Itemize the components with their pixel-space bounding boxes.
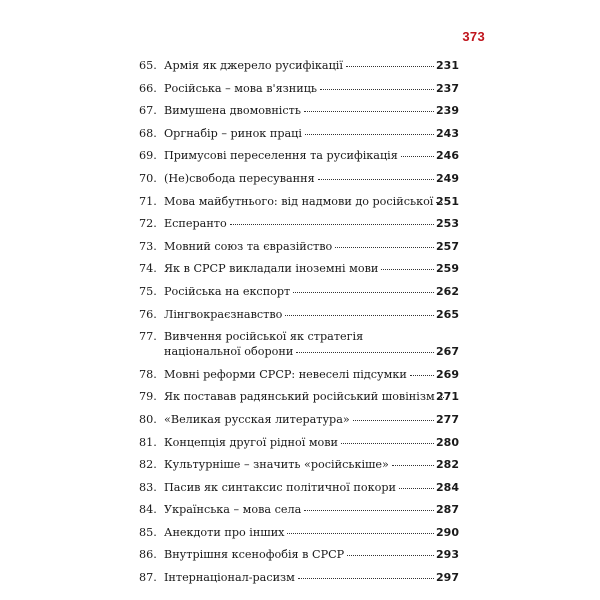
dot-leader xyxy=(335,247,434,248)
toc-entry-number: 82. xyxy=(139,458,157,472)
toc-entry-title: Есперанто xyxy=(164,217,227,231)
dot-leader xyxy=(287,533,434,534)
dot-leader xyxy=(298,578,434,579)
dot-leader xyxy=(401,156,434,157)
dot-leader xyxy=(296,352,434,353)
toc-entry xyxy=(139,58,459,73)
toc-entry-number: 77. xyxy=(139,330,157,344)
toc-entry-title: Оргнабір – ринок праці xyxy=(164,126,302,140)
toc-entry-title: Анекдоти про інших xyxy=(164,525,285,539)
dot-leader xyxy=(410,375,434,376)
dot-leader xyxy=(399,488,434,489)
toc-entry-number: 81. xyxy=(139,435,157,449)
toc-entry-title: Мова майбутнього: від надмови до російської xyxy=(164,194,434,208)
toc-entry-title: Вимушена двомовність xyxy=(164,104,301,118)
toc-entry-title: Культурніше – значить «російськіше» xyxy=(164,458,389,472)
toc-entry-number: 79. xyxy=(139,390,157,404)
toc-entry-number: 72. xyxy=(139,217,157,231)
toc-entry-number: 84. xyxy=(139,503,157,517)
toc-entry xyxy=(139,525,459,540)
toc-entry-number: 87. xyxy=(139,571,157,585)
toc-entry xyxy=(139,126,459,141)
toc-entry xyxy=(139,239,459,254)
toc-entry xyxy=(139,547,459,562)
toc-entry-number: 71. xyxy=(139,194,157,208)
toc-entry-title: Армія як джерело русифікації xyxy=(164,59,343,72)
toc-entry-title-line2: національної оборони xyxy=(164,345,294,359)
toc-entry-number: 78. xyxy=(139,367,157,381)
toc-entry xyxy=(139,216,459,231)
toc-entry-page: 282 xyxy=(436,458,459,472)
toc-entry-page: 253 xyxy=(436,217,459,231)
dot-leader xyxy=(347,555,434,556)
dot-leader xyxy=(293,292,434,293)
toc-entry-page: 290 xyxy=(436,525,459,539)
toc-entry-page: 267 xyxy=(436,345,459,359)
toc-entry-number: 69. xyxy=(139,149,157,163)
toc-entry xyxy=(139,171,459,186)
dot-leader xyxy=(305,134,434,135)
toc-entry-number: 66. xyxy=(139,81,157,95)
dot-leader xyxy=(285,315,434,316)
toc-entry-title: Примусові переселення та русифікація xyxy=(164,149,398,163)
toc-entry-number: 74. xyxy=(139,262,157,276)
toc-entry xyxy=(139,457,459,472)
toc-entry-title: Мовний союз та євразійство xyxy=(164,239,333,253)
dot-leader xyxy=(438,397,444,398)
toc-entry-title: Внутрішня ксенофобія в СРСР xyxy=(164,548,345,562)
toc-entry-page: 262 xyxy=(436,284,459,298)
toc-entry xyxy=(139,103,459,118)
toc-entry-number: 76. xyxy=(139,307,157,321)
toc-entry-page: 246 xyxy=(436,149,459,163)
dot-leader xyxy=(320,89,434,90)
toc-entry-page: 280 xyxy=(436,435,459,449)
toc-entry-page: 284 xyxy=(436,480,459,494)
dot-leader xyxy=(436,202,442,203)
toc-entry-page: 237 xyxy=(436,81,459,95)
toc-entry-title-line1: Вивчення російської як стратегія xyxy=(164,330,364,344)
toc-entry xyxy=(139,570,459,585)
page-number: 373 xyxy=(462,29,485,44)
toc-entry xyxy=(139,389,459,404)
toc-entry-number: 65. xyxy=(139,59,157,72)
dot-leader xyxy=(346,66,434,67)
toc-entry-page: 265 xyxy=(436,307,459,321)
toc-entry-title: Як поставав радянський російський шовінізм xyxy=(164,390,435,404)
dot-leader xyxy=(392,465,434,466)
toc-entry-number: 80. xyxy=(139,412,157,426)
toc-entry xyxy=(139,148,459,163)
toc-entry-page: 243 xyxy=(436,126,459,140)
toc-entry xyxy=(139,81,459,96)
toc-entry xyxy=(139,367,459,382)
toc-entry xyxy=(139,502,459,517)
dot-leader xyxy=(304,111,434,112)
dot-leader xyxy=(341,443,434,444)
dot-leader xyxy=(381,269,434,270)
toc-entry-title: Як в СРСР викладали іноземні мови xyxy=(164,262,379,276)
toc-entry-title: Мовні реформи СРСР: невеселі підсумки xyxy=(164,367,407,381)
toc-entry-page: 249 xyxy=(436,171,459,185)
toc-entry-page: 271 xyxy=(436,390,459,404)
toc-entry-number: 85. xyxy=(139,525,157,539)
toc-entry-number: 83. xyxy=(139,480,157,494)
toc-entry xyxy=(139,307,459,322)
toc-entry xyxy=(139,480,459,495)
toc-entry-number: 67. xyxy=(139,104,157,118)
toc-entry-title: Пасив як синтаксис політичної покори xyxy=(164,480,396,494)
toc-entry-page: 297 xyxy=(436,571,459,585)
toc-entry-number: 68. xyxy=(139,126,157,140)
table-of-contents xyxy=(139,58,459,593)
toc-entry-page: 277 xyxy=(436,412,459,426)
toc-entry-page: 269 xyxy=(436,367,459,381)
toc-entry-title: Інтернаціонал-расизм xyxy=(164,571,295,585)
toc-entry-page: 251 xyxy=(436,194,459,208)
toc-entry-number: 75. xyxy=(139,284,157,298)
toc-entry xyxy=(139,194,459,209)
toc-entry-page: 257 xyxy=(436,239,459,253)
toc-entry-title: Українська – мова села xyxy=(164,503,302,517)
toc-entry-title: Лінгвокраєзнавство xyxy=(164,307,283,321)
toc-entry-page: 239 xyxy=(436,104,459,118)
toc-entry-page: 231 xyxy=(436,59,459,72)
toc-entry xyxy=(139,412,459,427)
dot-leader xyxy=(304,510,434,511)
dot-leader xyxy=(230,224,434,225)
toc-entry-page: 259 xyxy=(436,262,459,276)
toc-entry-title: (Не)свобода пересування xyxy=(164,171,315,185)
toc-entry-page: 287 xyxy=(436,503,459,517)
toc-entry xyxy=(139,284,459,299)
toc-entry xyxy=(139,261,459,276)
toc-entry-number: 73. xyxy=(139,239,157,253)
toc-entry-title: «Великая русская литература» xyxy=(164,412,350,426)
toc-entry-number: 86. xyxy=(139,548,157,562)
toc-entry-title: Російська – мова в'язниць xyxy=(164,81,317,95)
toc-entry xyxy=(139,435,459,450)
toc-entry-title: Концепція другої рідної мови xyxy=(164,435,339,449)
dot-leader xyxy=(353,420,434,421)
toc-entry-title: Російська на експорт xyxy=(164,284,291,298)
toc-entry-number: 70. xyxy=(139,171,157,185)
toc-entry-page: 293 xyxy=(436,548,459,562)
toc-entry xyxy=(139,329,459,359)
dot-leader xyxy=(318,179,434,180)
